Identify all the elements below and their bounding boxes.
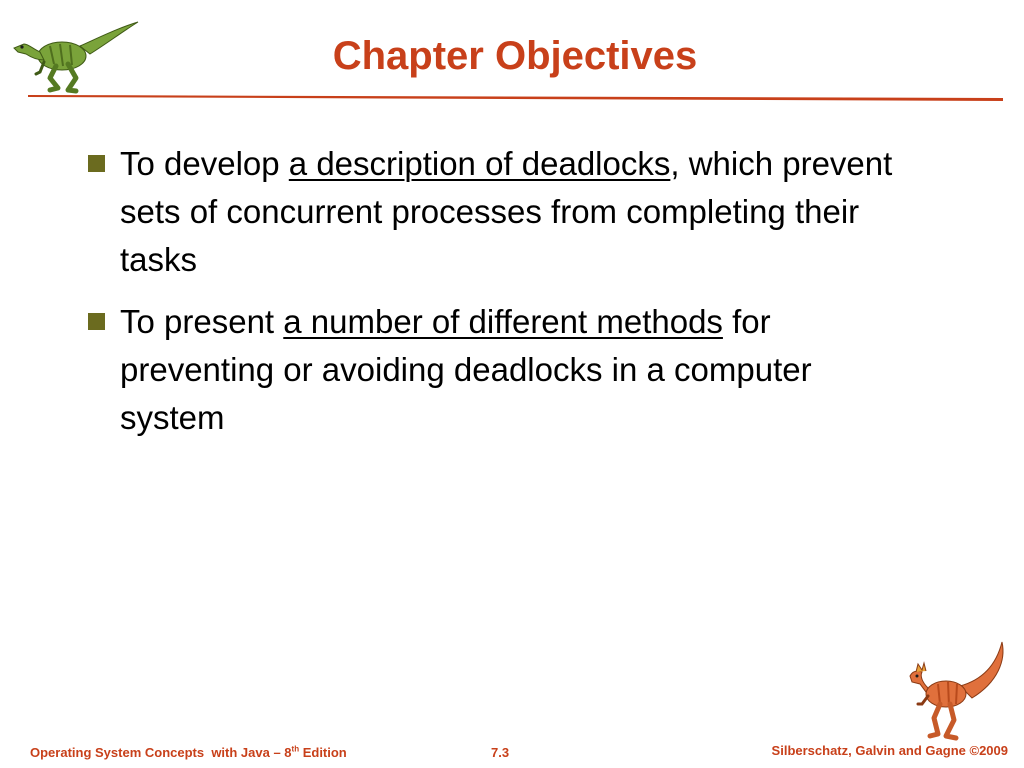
bullet-item bbox=[86, 298, 916, 442]
bullet-text-suffix: for preventing or avoiding deadlocks in a computer system bbox=[120, 303, 812, 436]
footer-book-tail: Edition bbox=[299, 745, 347, 760]
bullet-item bbox=[86, 140, 916, 284]
footer-copyright: Silberschatz, Galvin and Gagne ©2009 bbox=[771, 743, 1008, 758]
orange-dinosaur-icon bbox=[902, 636, 1014, 744]
green-dinosaur-icon bbox=[10, 18, 142, 94]
square-bullet-icon bbox=[88, 313, 105, 330]
footer-book-sup: th bbox=[291, 744, 300, 754]
footer-book-main: Operating System Concepts with Java – 8 bbox=[30, 745, 292, 760]
bullet-link-methods[interactable]: a number of different methods bbox=[283, 303, 723, 340]
footer-book-title bbox=[30, 745, 347, 760]
title-underline bbox=[28, 93, 1003, 101]
bullet-link-deadlocks-description[interactable]: a description of deadlocks bbox=[288, 145, 671, 182]
slide-title: Chapter Objectives bbox=[332, 34, 698, 78]
bullet-list bbox=[86, 140, 916, 456]
bullet-text-prefix: To develop bbox=[120, 145, 289, 182]
bullet-text-suffix: , which prevent sets of concurrent processes from completing their tasks bbox=[120, 145, 893, 278]
footer-page-number: 7.3 bbox=[491, 745, 510, 760]
bullet-text-prefix: To present bbox=[120, 303, 284, 340]
square-bullet-icon bbox=[88, 155, 105, 172]
